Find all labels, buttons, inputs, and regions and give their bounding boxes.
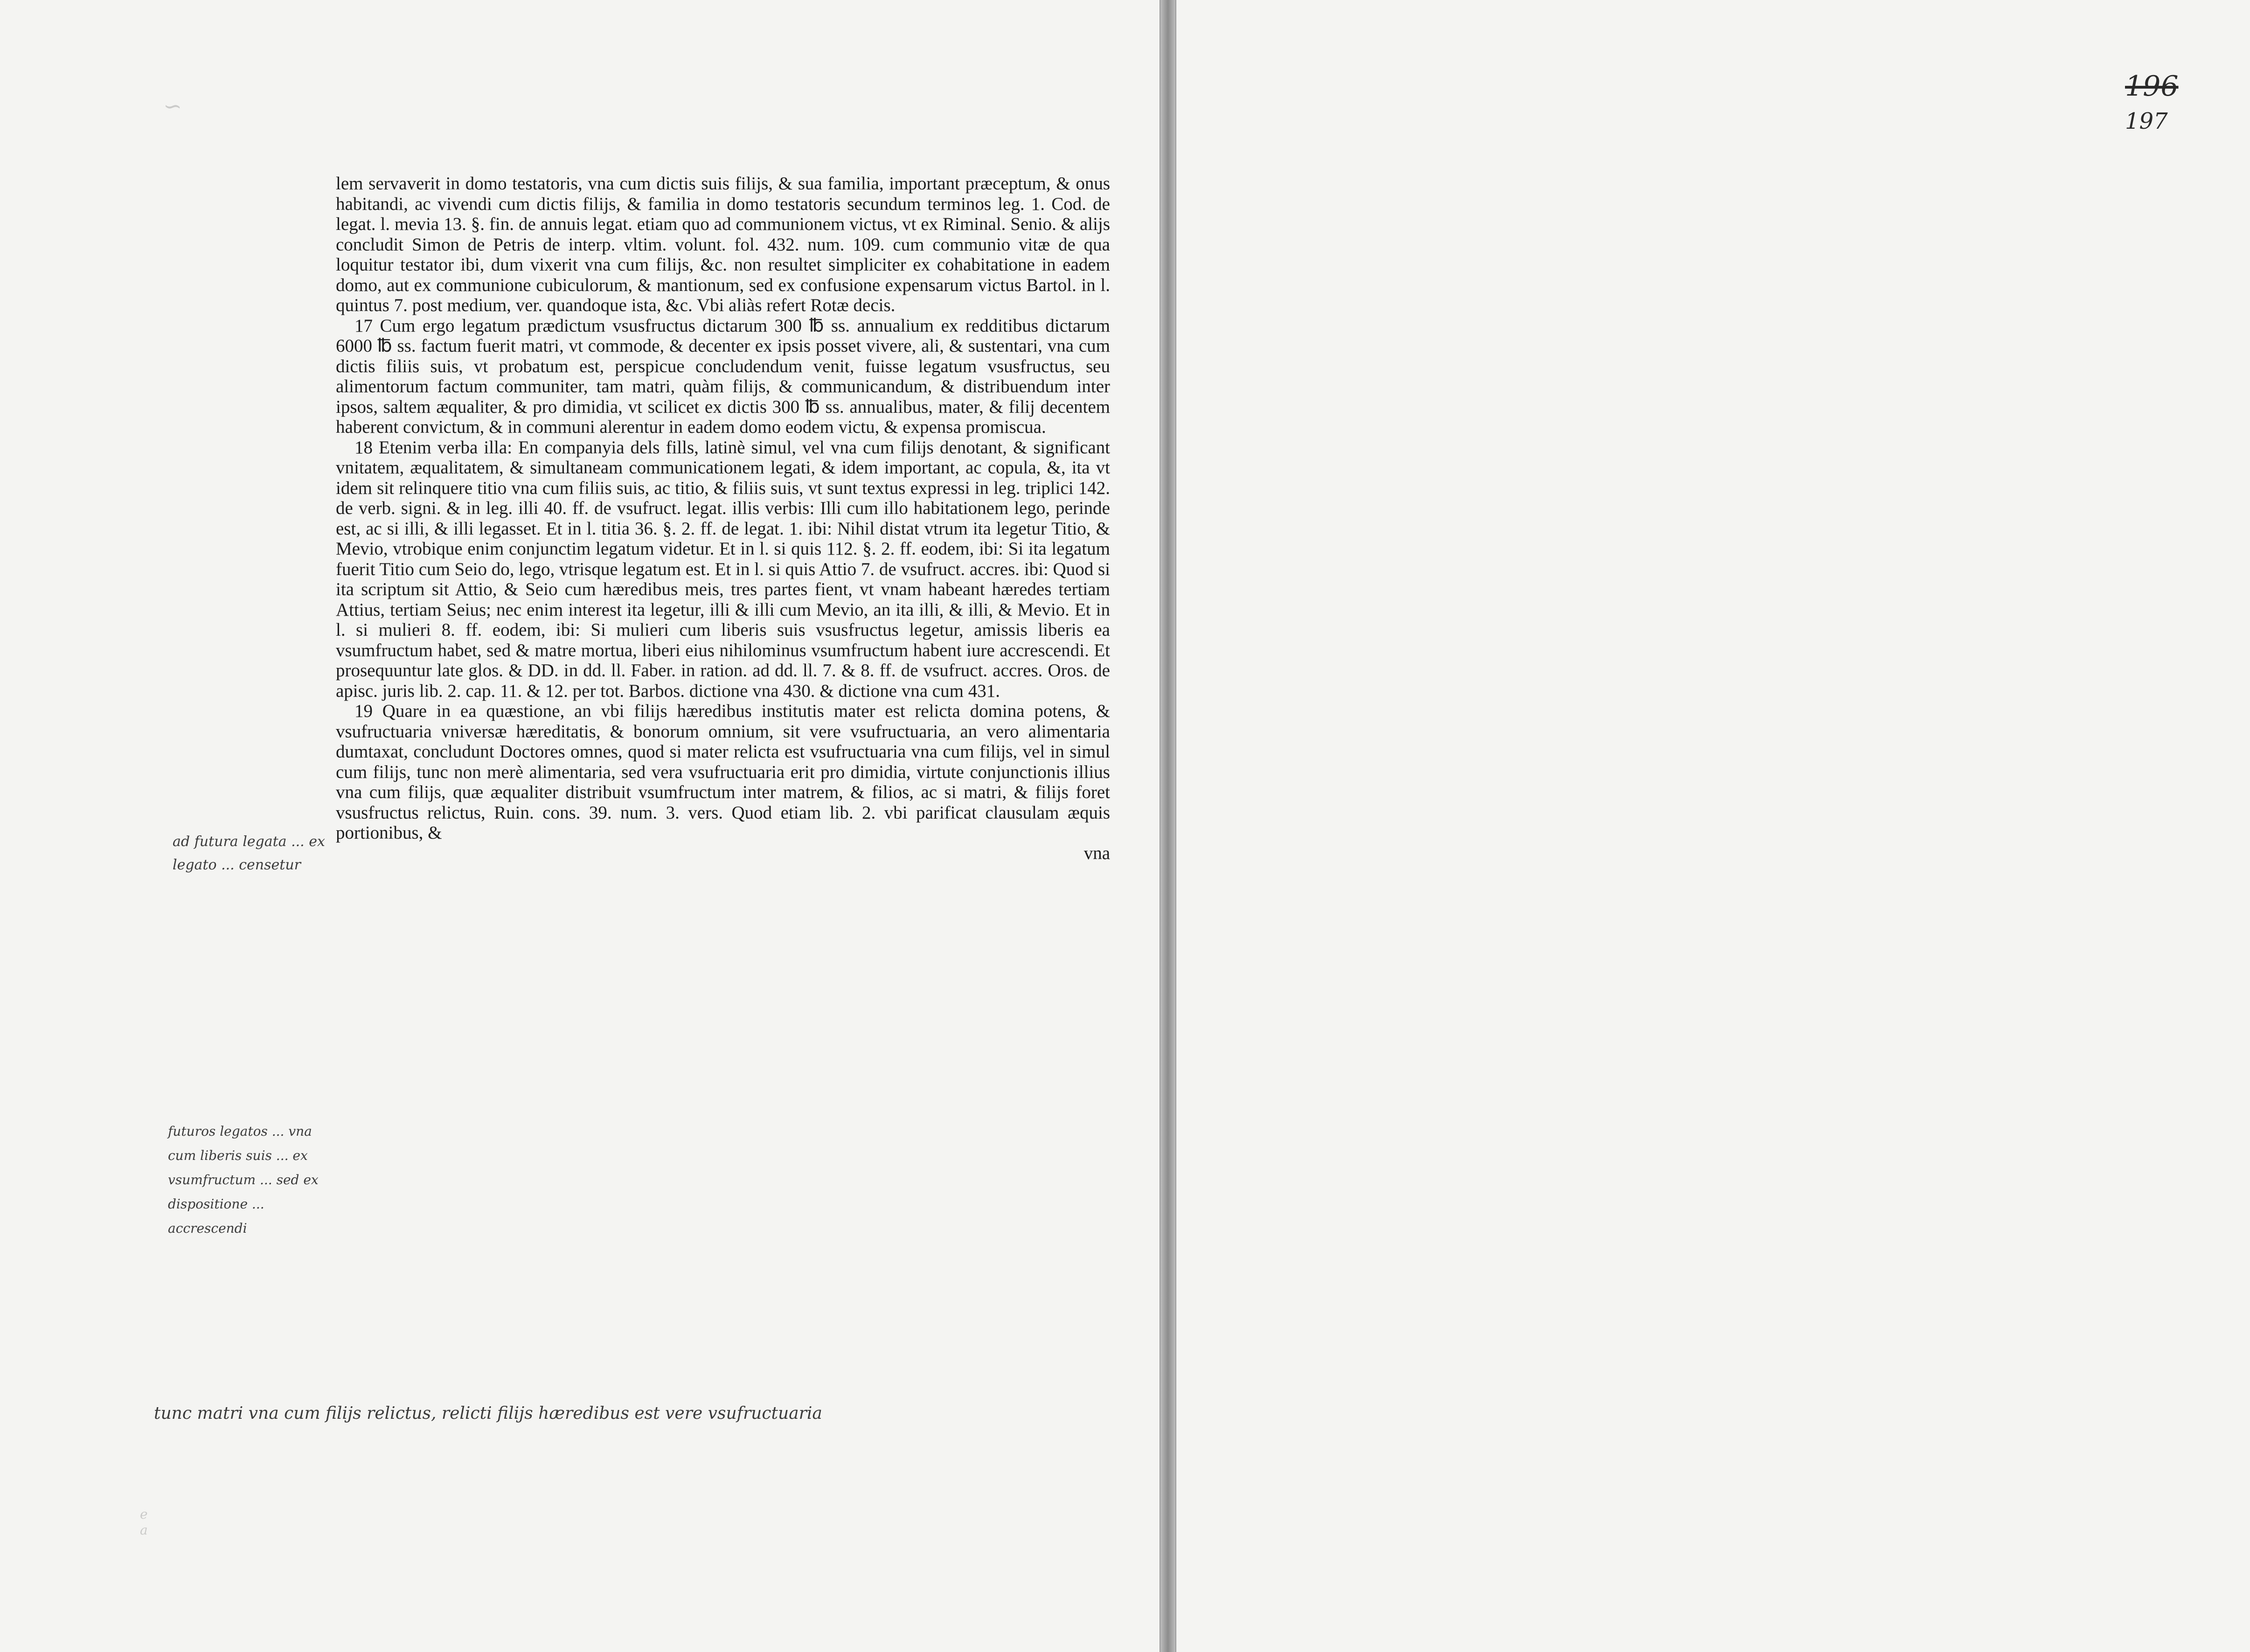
- left-paragraph: 19 Quare in ea quæstione, an vbi filijs hæredibus institutis mater est relicta domina potens, & vsufructuaria vniversæ hæreditatis, & bonorum omnium, sit vere vsufructuaria, an vero alimentaria dumtaxat, concludunt Doctores omnes, quod si mater relicta est vsufructuaria vna cum filijs, vel in simul cum filijs, tunc non merè alimentaria, sed vera vsufructuaria erit pro dimidia, virtute conjunctionis illius vna cum filijs, quæ æqualiter distribuit vsumfructum inter matrem, & filios, ac si matri, & filijs foret vsusfructus relictus, Ruin. cons. 39. num. 3. vers. Quod etiam lib. 2. vbi parificat clausulam æquis portionibus, &: [336, 701, 1110, 843]
- handwritten-margin-note: futuros legatos ... vna cum liberis suis ... ex vsumfructum ... sed ex dispositione ... accrescendi: [168, 1124, 319, 1236]
- left-paragraph: 17 Cum ergo legatum prædictum vsusfructus dictarum 300 ℔ ss. annualium ex redditibus dictarum 6000 ℔ ss. factum fuerit matri, vt commode, & decenter ex ipsis posset vivere, ali, & sustentari, vna cum dictis filiis suis, vt probatum est, perspicue concludendum venit, fuisse legatum vsusfructus, seu alimentorum factum communiter, tam matri, quàm filijs, & communicandum, & distribuendum inter ipsos, saltem æqualiter, & pro dimidia, vt scilicet ex dictis 300 ℔ ss. annualibus, mater, & filij decentem haberent convictum, & in communi alerentur in eadem domo eodem victu, & expensa promiscua.: [336, 315, 1110, 437]
- faint-ink-mark: e a: [140, 1506, 148, 1538]
- left-catchword: vna: [1083, 843, 1110, 863]
- left-paragraph: 18 Etenim verba illa: En companyia dels fills, latinè simul, vel vna cum filijs denotant, & significant vnitatem, æqualitatem, & simultaneam communicationem legati, & idem important, ac copula, &, ita vt idem sit relinquere titio vna cum filiis suis, ac titio, & filiis suis, vt sunt textus expressi in leg. triplici 142. de verb. signi. & in leg. illi 40. ff. de vsufruct. legat. illis verbis: Illi cum illo habitationem lego, perinde est, ac si illi, & illi legasset. Et in l. titia 36. §. 2. ff. de legat. 1. ibi: Nihil distat vtrum ita legetur Titio, & Mevio, vtrobique enim conjunctim legatum videtur. Et in l. si quis 112. §. 2. ff. eodem, ibi: Si ita legatum fuerit Titio cum Seio do, lego, vtrisque legatum est. Et in l. si quis Attio 7. de vsufruct. accres. ibi: Quod si ita scriptum sit Attio, & Seio cum hæredibus meis, tres partes fient, vt vnam habeant hæredes tertiam Attius, tertiam Seius; nec enim interest ita legetur, illi & illi cum Mevio, an ita illi, & illi, & Mevio. Et in l. si mulieri 8. ff. eodem, ibi: Si mulieri cum liberis suis vsusfructus legetur, amissis liberis ea vsumfructum habet, sed & matre mortua, liberi eius nihilominus vsumfructum habent iure accrescendi. Et prosequuntur late glos. & DD. in dd. ll. Faber. in ration. ad dd. ll. 7. & 8. ff. de vsufruct. accres. Oros. de apisc. juris lib. 2. cap. 11. & 12. per tot. Barbos. dictione vna 430. & dictione vna cum 431.: [336, 437, 1110, 701]
- faint-ink-mark: ∽: [163, 93, 182, 119]
- folio-number-struck: 196: [2125, 70, 2179, 103]
- handwritten-margin-note: ad futura legata ... ex legato ... censetur: [173, 833, 325, 873]
- right-page: [1175, 0, 2250, 1652]
- left-paragraph: lem servaverit in domo testatoris, vna cum dictis suis filijs, & sua familia, important præceptum, & onus habitandi, ac vivendi cum dictis filijs, & familia in domo testatoris secundum terminos leg. 1. Cod. de legat. l. mevia 13. §. fin. de annuis legat. etiam quo ad communionem victus, vt ex Riminal. Senio. & alijs concludit Simon de Petris de interp. vltim. volunt. fol. 432. num. 109. cum communio vitæ de qua loquitur testator ibi, dum vixerit vna cum filijs, &c. non resultet simpliciter ex cohabitatione in eadem domo, aut ex communione cubiculorum, & mantionum, sed ex confusione expensarum victus Bartol. in l. quintus 7. post medium, ver. quandoque ista, &c. Vbi aliàs refert Rotæ decis.: [336, 174, 1110, 315]
- handwritten-bottom-note: tunc matri vna cum filijs relictus, relicti filijs hæredibus est vere vsufructuaria: [154, 1404, 822, 1423]
- folio-number: 197: [2125, 108, 2168, 134]
- book-gutter: [1160, 0, 1175, 1652]
- left-page-text: [336, 174, 1110, 863]
